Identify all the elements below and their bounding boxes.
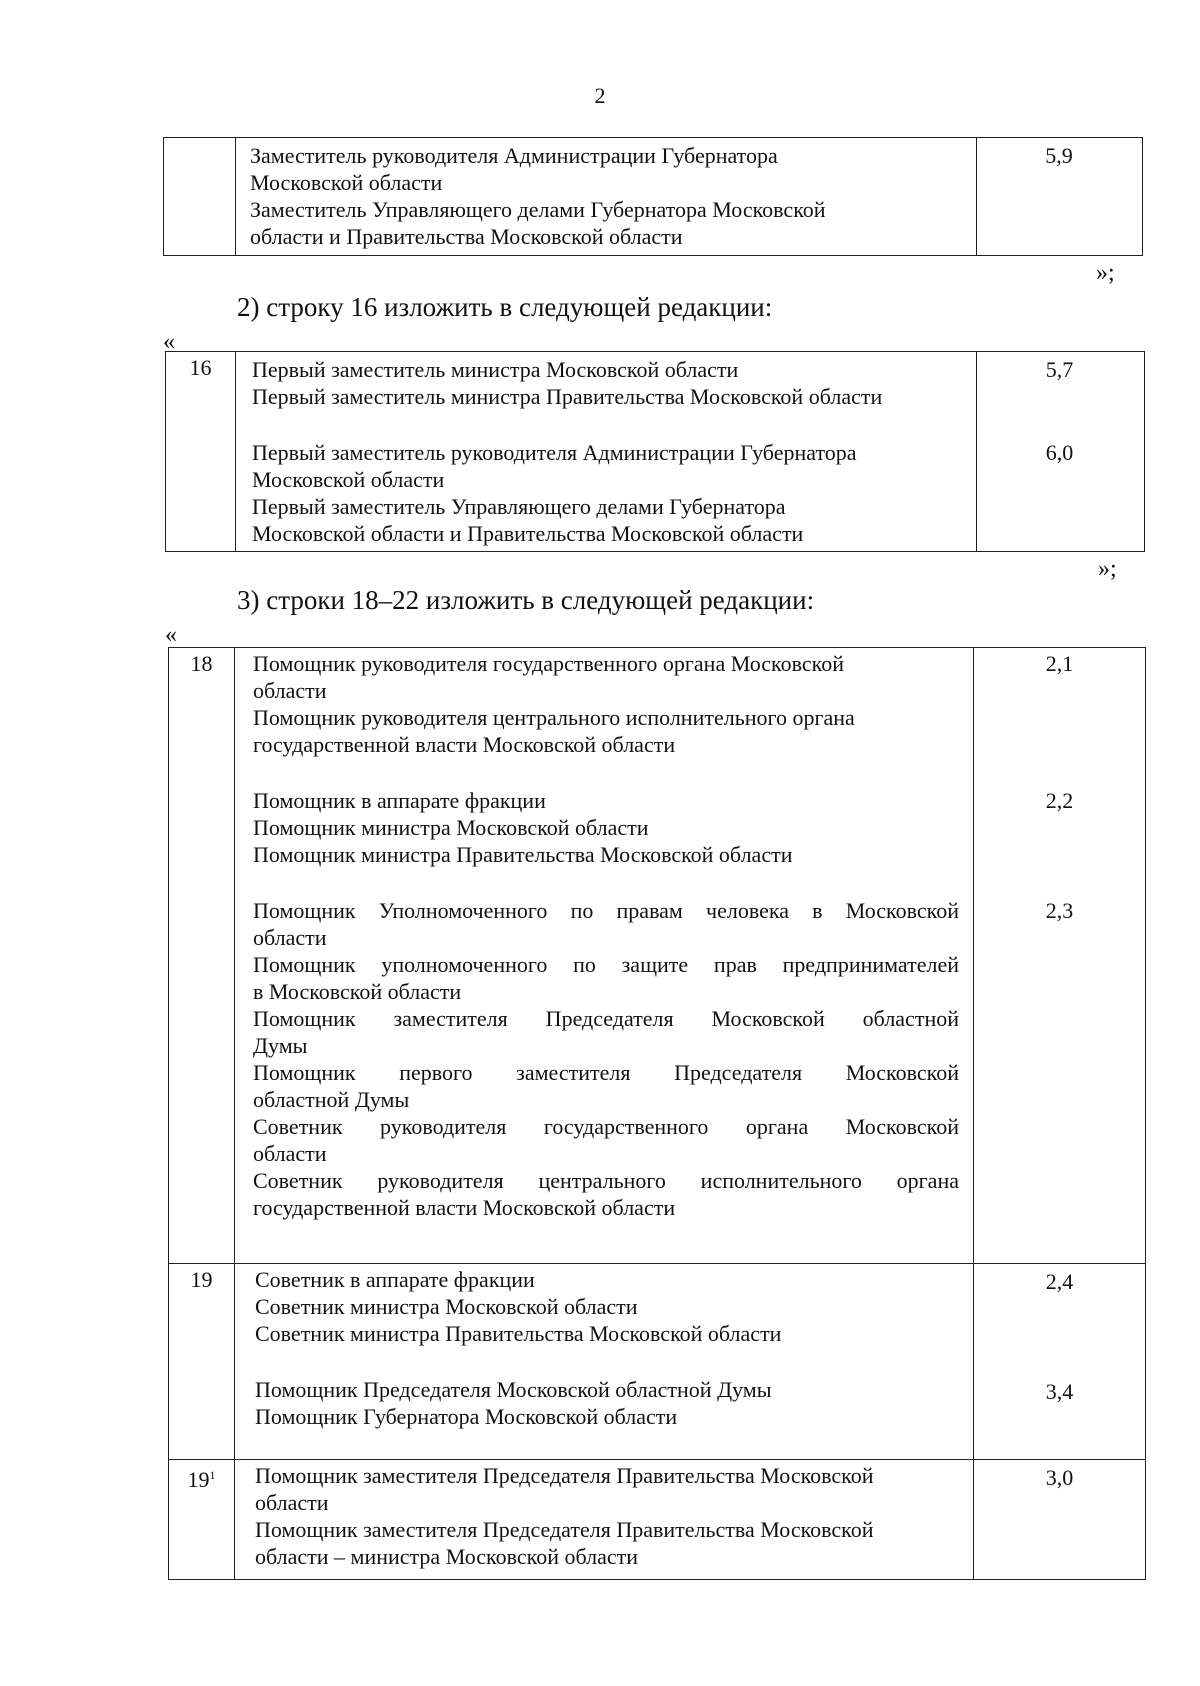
position-title: государственной власти Московской области (253, 732, 676, 757)
position-group (253, 897, 959, 1221)
position-title: Помощник руководителя центрального исполнительного органа (253, 705, 855, 730)
table-row-number-cell (166, 352, 236, 551)
position-title: области (253, 1141, 327, 1166)
table-row-text-cell (235, 1460, 974, 1579)
coefficient-value: 3,0 (1045, 1465, 1074, 1490)
coefficient-value: 5,9 (1045, 143, 1073, 168)
position-title: Помощник в аппарате фракции (253, 788, 546, 813)
row-number-superscript: 1 (209, 1468, 216, 1482)
table-row-19 (169, 1264, 1145, 1460)
position-title: Советник руководителя государственного органа Московской (253, 1114, 959, 1139)
table-row-value-cell (974, 1264, 1145, 1459)
coefficient-value: 2,1 (1045, 651, 1074, 676)
position-title: Помощник руководителя государственного органа Московской (253, 651, 844, 676)
position-title: Помощник министра Московской области (253, 815, 649, 840)
position-title: области (253, 678, 327, 703)
position-title: Помощник уполномоченного по защите прав предпринимателей (253, 952, 959, 977)
position-title: Первый заместитель министра Московской области (252, 357, 739, 382)
position-title: Помощник министра Правительства Московской области (253, 842, 793, 867)
position-group (255, 1376, 973, 1430)
table-row-text-cell (235, 1264, 974, 1459)
row-number: 18 (190, 651, 213, 676)
row-number: $19^1$ (187, 1467, 216, 1492)
position-title: Помощник первого заместителя Председателя Московской (253, 1060, 959, 1085)
position-title: Московской области (252, 467, 445, 492)
position-title: Помощник заместителя Председателя Правительства Московской (255, 1517, 874, 1542)
position-title: Советник в аппарате фракции (255, 1267, 535, 1292)
closing-quote: »; (1098, 556, 1117, 582)
position-title: в Московской области (253, 979, 462, 1004)
table-row-value-cell (974, 648, 1145, 1263)
position-title: Помощник Губернатора Московской области (255, 1404, 678, 1429)
position-title: областной Думы (253, 1087, 410, 1112)
table-row-number-cell (169, 1264, 235, 1459)
table-row-number-cell (169, 648, 235, 1263)
table-row-number-cell (164, 138, 236, 255)
coefficient-value: 5,7 (1045, 357, 1074, 382)
position-title: Московской области (250, 170, 443, 195)
table-row-16 (165, 351, 1145, 552)
page-number: 2 (594, 83, 606, 108)
position-title: Первый заместитель Управляющего делами Губернатора (252, 494, 786, 519)
position-group (253, 787, 959, 868)
section-heading: 2) строку 16 изложить в следующей редакции: (237, 292, 773, 322)
table-row-text-cell (236, 138, 977, 255)
closing-quote: »; (1096, 260, 1115, 286)
table-row-number-cell (169, 1460, 235, 1579)
position-title: Первый заместитель министра Правительства Московской области (252, 384, 883, 409)
section-heading: 3) строки 18–22 изложить в следующей редакции: (237, 585, 815, 615)
position-title: Московской области и Правительства Московской области (252, 521, 804, 546)
coefficient-value: 2,3 (1045, 898, 1074, 923)
position-title: области (253, 925, 327, 950)
table-row-value-cell (974, 1460, 1145, 1579)
position-title: области (255, 1490, 329, 1515)
table-row-18 (169, 648, 1145, 1264)
table-row-value-cell (977, 138, 1141, 255)
position-title: Заместитель Управляющего делами Губернатора Московской (250, 197, 826, 222)
position-title: Помощник заместителя Председателя Московской областной (253, 1006, 959, 1031)
position-title: Помощник Уполномоченного по правам человека в Московской (253, 898, 959, 923)
table-continuation (163, 137, 1143, 256)
position-title: Заместитель руководителя Администрации Губернатора (250, 143, 778, 168)
position-title: Помощник заместителя Председателя Правительства Московской (255, 1463, 874, 1488)
position-title: Советник министра Правительства Московской области (255, 1321, 782, 1346)
row-number: 19 (190, 1267, 213, 1292)
coefficient-value: 2,2 (1045, 788, 1074, 813)
position-title: Помощник Председателя Московской областной Думы (255, 1377, 772, 1402)
position-group (253, 650, 959, 758)
table-rows-18-22 (168, 647, 1146, 1580)
table-row-value-cell (977, 352, 1142, 551)
position-title: Думы (253, 1033, 308, 1058)
coefficient-value: 3,4 (1045, 1379, 1074, 1404)
position-group (252, 439, 976, 547)
opening-quote: « (163, 329, 175, 355)
position-title: государственной власти Московской области (253, 1195, 676, 1220)
table-row-text-cell (235, 648, 974, 1263)
position-title: Советник министра Московской области (255, 1294, 638, 1319)
row-number: 16 (189, 355, 212, 380)
table-row-19-1 (169, 1460, 1145, 1579)
position-group (255, 1462, 973, 1570)
position-group (255, 1266, 973, 1347)
position-title: области и Правительства Московской области (250, 224, 683, 249)
position-title: области – министра Московской области (255, 1544, 639, 1569)
position-group (252, 356, 976, 410)
position-title: Первый заместитель руководителя Администрации Губернатора (252, 440, 857, 465)
position-title: Советник руководителя центрального исполнительного органа (253, 1168, 959, 1193)
coefficient-value: 6,0 (1045, 440, 1074, 465)
table-row-text-cell (236, 352, 977, 551)
opening-quote: « (165, 622, 177, 648)
coefficient-value: 2,4 (1045, 1269, 1074, 1294)
